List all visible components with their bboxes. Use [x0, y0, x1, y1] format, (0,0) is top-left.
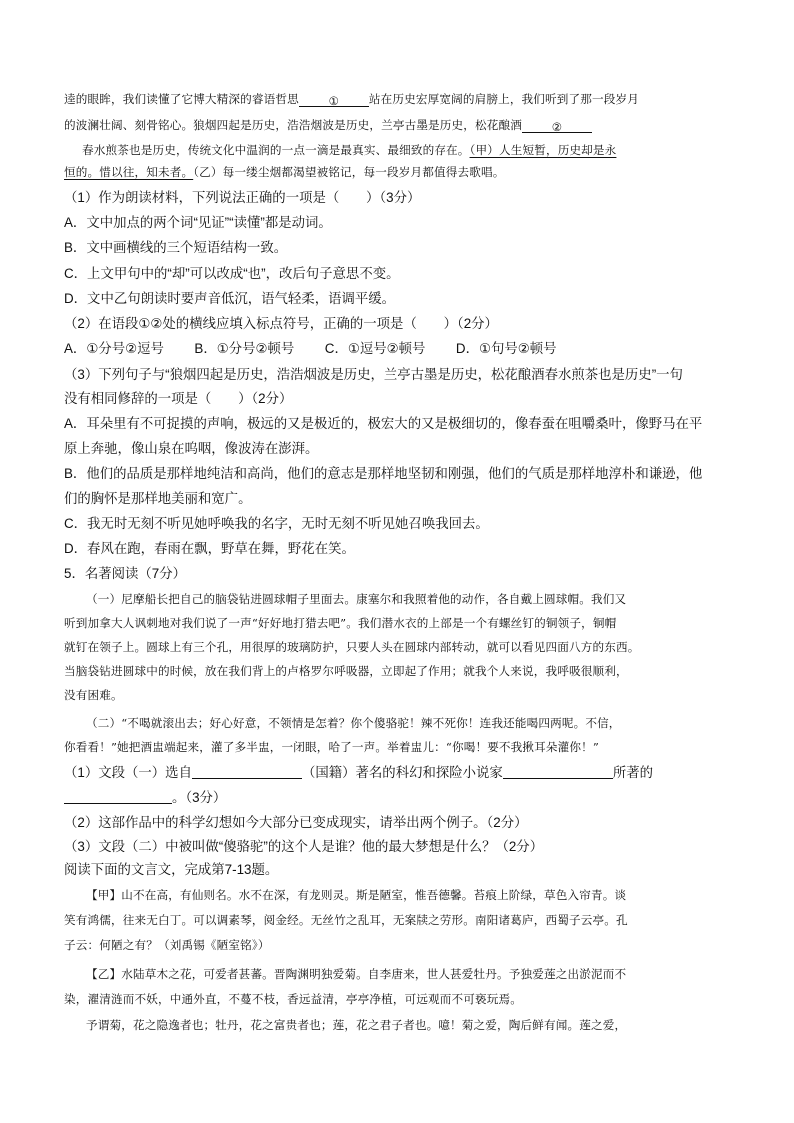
s5-q1-line-1: [64, 764, 653, 782]
sentence-jia-end: 恒的。惜以往，知未者。: [64, 165, 194, 179]
s5-q2: （2）这部作品中的科学幻想如今大部分已变成现实，请举出两个例子。（2分）: [64, 815, 528, 830]
blank-1: ①: [299, 92, 369, 107]
sentence-jia: （甲）人生短暂，历史却是永: [469, 143, 617, 157]
q3-stem-line-1: （3）下列句子与“狼烟四起是历史，浩浩烟波是历史，兰亭古墨是历史，松花酿酒春水煎茶也是历史”一句: [64, 367, 683, 382]
excerpt-1-line: （一）尼摩船长把自己的脑袋钻进圆球帽子里面去。康塞尔和我照着他的动作，各自戴上圆球帽。我们又: [86, 592, 627, 606]
passage-text: 的波澜壮阔、刻骨铭心。狼烟四起是历史，浩浩烟波是历史，兰亭古墨是历史，松花酿酒: [64, 118, 523, 132]
s5-q1-text: （国籍）著名的科幻和探险小说家: [301, 765, 503, 780]
classical-yi-line: 【乙】水陆草木之花，可爱者甚蕃。晋陶渊明独爱菊。自李唐来，世人甚爱牡丹。予独爱莲之出淤泥而不: [86, 967, 627, 981]
answer-blank-title[interactable]: [64, 789, 172, 804]
passage-line-2: [64, 116, 592, 134]
passage-text: 逵的眼眸，我们读懂了它博大精深的睿语哲思: [64, 92, 299, 106]
section-5-title: 5．名著阅读（7分）: [64, 566, 187, 581]
classical-yi-line: 染，濯清涟而不妖，中通外直，不蔓不枝，香远益清，亭亭净植，可远观而不可亵玩焉。: [64, 992, 523, 1006]
passage-line-1: [64, 90, 639, 108]
classical-jia-line: 子云：何陋之有？（刘禹锡《陋室铭》）: [64, 938, 270, 952]
classical-intro: 阅读下面的文言文，完成第7-13题。: [64, 862, 279, 877]
q3-option-b-line-2: 们的胸怀是那样地美丽和宽广。: [64, 491, 252, 506]
q3-option-a-line-2: 原上奔驰，像山泉在呜咽，像波涛在澎湃。: [64, 441, 319, 456]
q1-stem: （1）作为朗读材料，下列说法正确的一项是（ ）（3分）: [64, 190, 421, 205]
q2-stem: （2）在语段①②处的横线应填入标点符号，正确的一项是（ ）（2分）: [64, 316, 498, 331]
q3-stem-line-2: 没有相同修辞的一项是（ ）（2分）: [64, 391, 293, 406]
q3-option-d: D．春风在跑，春雨在飘，野草在舞，野花在笑。: [64, 541, 355, 556]
q1-option-b: B．文中画横线的三个短语结构一致。: [64, 240, 288, 255]
passage-text: 站在历史宏厚宽阔的肩膀上，我们听到了那一段岁月: [368, 92, 639, 106]
excerpt-2-line: （二）“不喝就滚出去；好心好意，不领情是怎着？你个傻骆驼！辣不死你！连我还能喝四两呢。不信，: [86, 716, 621, 730]
answer-blank-nationality[interactable]: [192, 764, 302, 779]
s5-q1-line-2: [64, 789, 226, 807]
sentence-yi: （乙）每一缕尘烟都渴望被铭记，每一段岁月都值得去歌唱。: [193, 165, 505, 179]
classical-jia-line: 【甲】山不在高，有仙则名。水不在深，有龙则灵。斯是陋室，惟吾德馨。苔痕上阶绿，草色入帘青。谈: [86, 888, 627, 902]
excerpt-1-line: 听到加拿大人讽刺地对我们说了一声“好好地打猎去吧”。我们潜水衣的上部是一个有螺丝钉的铜领子，铜帽: [64, 616, 617, 630]
excerpt-1-line: 当脑袋钻进圆球中的时候，放在我们背上的卢格罗尔呼吸器，立即起了作用；就我个人来说，我呼吸很顺利，: [64, 664, 628, 678]
q2-options: A．①分号②逗号 B．①分号②顿号 C．①逗号②顿号 D．①句号②顿号: [64, 341, 557, 356]
q3-option-b-line-1: B．他们的品质是那样地纯洁和高尚，他们的意志是那样地坚韧和刚强，他们的气质是那样地淳朴和谦逊，他: [64, 466, 703, 481]
passage-text: 春水煎茶也是历史，传统文化中温润的一点一滴是最真实、最细致的存在。: [82, 143, 470, 157]
classical-yi-line: 予谓菊，花之隐逸者也；牡丹，花之富贵者也；莲，花之君子者也。噫！菊之爱，陶后鲜有闻。莲之爱，: [86, 1018, 627, 1032]
q3-option-a-line-1: A．耳朵里有不可捉摸的声响，极远的又是极近的，极宏大的又是极细切的，像春蚕在咀嚼桑叶，像野马在平: [64, 416, 703, 431]
excerpt-2-line: 你看看！”她把酒盅端起来，灌了多半盅，一闭眼，哈了一声。举着盅儿：“你喝！要不我揪耳朵灌你！”: [64, 740, 599, 754]
passage-line-3: [82, 141, 616, 159]
passage-line-4: [64, 163, 504, 181]
s5-q1-text: （1）文段（一）选自: [64, 765, 192, 780]
s5-q1-text: 所著的: [612, 765, 653, 780]
q3-option-c: C．我无时无刻不听见她呼唤我的名字，无时无刻不听见她召唤我回去。: [64, 516, 489, 531]
q1-option-d: D．文中乙句朗读时要声音低沉，语气轻柔，语调平缓。: [64, 291, 396, 306]
answer-blank-author[interactable]: [503, 764, 613, 779]
q1-option-a: A．文中加点的两个词“见证”“读懂”都是动词。: [64, 215, 332, 230]
s5-q1-text: 。（3分）: [172, 790, 227, 805]
q1-option-c: C．上文甲句中的“却”可以改成“也”，改后句子意思不变。: [64, 266, 400, 281]
blank-2: ②: [522, 118, 592, 133]
s5-q3: （3）文段（二）中被叫做“傻骆驼”的这个人是谁？他的最大梦想是什么？（2分）: [64, 839, 544, 854]
excerpt-1-line: 没有困难。: [64, 688, 123, 702]
classical-jia-line: 笑有鸿儒，往来无白丁。可以调素琴，阅金经。无丝竹之乱耳，无案牍之劳形。南阳诸葛庐，西蜀子云亭。孔: [64, 913, 628, 927]
excerpt-1-line: 就钉在领子上。圆球上有三个孔，用很厚的玻璃防护，只要人头在圆球内部转动，就可以看见四面八方的东西。: [64, 640, 640, 654]
